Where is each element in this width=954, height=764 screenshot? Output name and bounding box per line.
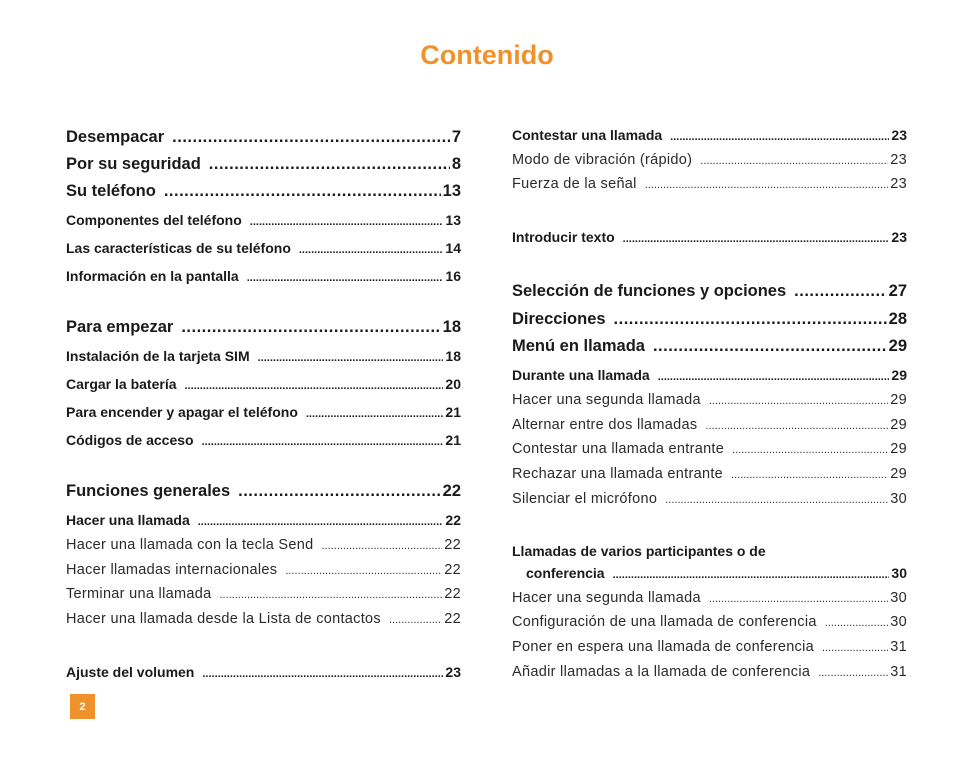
toc-entry-page: 29 [890, 392, 907, 408]
toc-entry-label: Hacer una llamada desde la Lista de contactos [66, 611, 381, 627]
toc-entry-page: 16 [445, 268, 461, 284]
toc-entry-funciones-generales[interactable] [66, 482, 461, 501]
toc-entry-modo-vibracion[interactable] [512, 152, 907, 168]
toc-entry-terminar-llamada[interactable] [66, 586, 461, 602]
toc-entry-informacion-pantalla[interactable] [66, 268, 461, 284]
toc-entry-espera-conferencia[interactable] [512, 639, 907, 655]
toc-entry-page: 23 [890, 176, 907, 192]
toc-entry-page: 23 [445, 664, 461, 680]
toc-entry-page: 22 [444, 611, 461, 627]
toc-entry-label: Introducir texto [512, 229, 615, 245]
toc-entry-page: 29 [890, 441, 907, 457]
toc-entry-introducir-texto[interactable] [512, 229, 907, 245]
toc-entry-componentes[interactable] [66, 212, 461, 228]
toc-entry-lista-contactos[interactable] [66, 611, 461, 627]
toc-entry-page: 23 [891, 127, 907, 143]
toc-entry-page: 21 [445, 432, 461, 448]
toc-right-column [512, 0, 907, 764]
toc-entry-page: 23 [890, 152, 907, 168]
toc-entry-rechazar-entrante[interactable] [512, 466, 907, 482]
toc-entry-page: 23 [891, 229, 907, 245]
toc-entry-segunda-llamada-conferencia[interactable] [512, 590, 907, 606]
toc-entry-contestar-llamada[interactable] [512, 127, 907, 143]
toc-entry-page: 30 [891, 565, 907, 581]
toc-entry-label: Hacer una llamada [66, 512, 190, 528]
toc-entry-para-empezar[interactable] [66, 318, 461, 337]
toc-entry-page: 30 [890, 614, 907, 630]
toc-entry-page: 20 [445, 376, 461, 392]
toc-entry-label: Rechazar una llamada entrante [512, 466, 724, 482]
toc-entry-label: Información en la pantalla [66, 268, 239, 284]
toc-entry-page: 30 [890, 491, 907, 507]
toc-entry-configuracion-conferencia[interactable] [512, 614, 907, 630]
toc-entry-label: Modo de vibración (rápido) [512, 152, 693, 168]
toc-entry-hacer-llamada[interactable] [66, 512, 461, 528]
toc-entry-alternar-llamadas[interactable] [512, 417, 907, 433]
toc-entry-page: 29 [891, 367, 907, 383]
toc-entry-page: 13 [442, 182, 461, 200]
toc-entry-label: Alternar entre dos llamadas [512, 417, 698, 433]
toc-entry-page: 22 [444, 562, 461, 578]
toc-entry-label: Por su seguridad [66, 155, 201, 173]
toc-entry-label: Su teléfono [66, 182, 156, 200]
toc-entry-anadir-llamadas[interactable] [512, 664, 907, 680]
toc-entry-tarjeta-sim[interactable] [66, 348, 461, 364]
toc-entry-label: Instalación de la tarjeta SIM [66, 348, 250, 364]
toc-entry-label: Códigos de acceso [66, 432, 194, 448]
toc-entry-durante-llamada[interactable] [512, 367, 907, 383]
toc-entry-page: 22 [444, 537, 461, 553]
toc-left-column [66, 0, 461, 764]
toc-entry-fuerza-senal[interactable] [512, 176, 907, 192]
toc-entry-page: 29 [890, 417, 907, 433]
toc-entry-seleccion-funciones[interactable] [512, 282, 907, 301]
toc-entry-page: 7 [451, 128, 461, 146]
toc-entry-menu-en-llamada[interactable] [512, 337, 907, 356]
toc-entry-label: Para encender y apagar el teléfono [66, 404, 298, 420]
toc-entry-label: Menú en llamada [512, 337, 645, 355]
toc-entry-label: Para empezar [66, 318, 174, 336]
toc-entry-internacionales[interactable] [66, 562, 461, 578]
toc-entry-label: Añadir llamadas a la llamada de conferencia [512, 664, 811, 680]
toc-entry-label: Hacer una segunda llamada [512, 590, 701, 606]
toc-entry-page: 18 [445, 348, 461, 364]
toc-entry-label: Cargar la batería [66, 376, 177, 392]
toc-entry-label: Hacer una llamada con la tecla Send [66, 537, 314, 553]
toc-entry-page: 14 [445, 240, 461, 256]
toc-entry-label: Contestar una llamada entrante [512, 441, 725, 457]
toc-entry-page: 31 [890, 639, 907, 655]
toc-entry-label: Contestar una llamada [512, 127, 663, 143]
toc-entry-label: Hacer una segunda llamada [512, 392, 701, 408]
toc-entry-page: 27 [888, 282, 907, 300]
toc-entry-por-su-seguridad[interactable] [66, 155, 461, 174]
toc-entry-label: Las características de su teléfono [66, 240, 291, 256]
toc-entry-label: Selección de funciones y opciones [512, 282, 787, 300]
toc-entry-varios-participantes-line1[interactable] [512, 543, 907, 559]
toc-entry-label: Funciones generales [66, 482, 231, 500]
toc-entry-segunda-llamada[interactable] [512, 392, 907, 408]
toc-entry-label: Durante una llamada [512, 367, 650, 383]
toc-entry-page: 8 [451, 155, 461, 173]
toc-entry-cargar-bateria[interactable] [66, 376, 461, 392]
toc-entry-page: 21 [445, 404, 461, 420]
toc-entry-label: Fuerza de la señal [512, 176, 637, 192]
toc-entry-page: 13 [445, 212, 461, 228]
toc-entry-label: Direcciones [512, 310, 606, 328]
page-number-badge: 2 [70, 694, 95, 719]
toc-entry-label: Componentes del teléfono [66, 212, 242, 228]
toc-entry-page: 22 [444, 586, 461, 602]
toc-entry-label: Ajuste del volumen [66, 664, 195, 680]
toc-entry-label: Hacer llamadas internacionales [66, 562, 278, 578]
toc-entry-varios-participantes-line2[interactable] [526, 565, 907, 581]
toc-entry-page: 22 [442, 482, 461, 500]
toc-entry-tecla-send[interactable] [66, 537, 461, 553]
toc-entry-label: Poner en espera una llamada de conferencia [512, 639, 814, 655]
toc-entry-desempacar[interactable] [66, 128, 461, 147]
toc-entry-label: Desempacar [66, 128, 165, 146]
toc-entry-su-telefono[interactable] [66, 182, 461, 201]
toc-entry-caracteristicas[interactable] [66, 240, 461, 256]
toc-entry-silenciar-microfono[interactable] [512, 491, 907, 507]
toc-entry-direcciones[interactable] [512, 310, 907, 329]
toc-entry-label: Llamadas de varios participantes o de [512, 543, 766, 559]
toc-entry-page: 22 [445, 512, 461, 528]
toc-entry-page: 18 [442, 318, 461, 336]
page-title: Contenido [420, 40, 554, 70]
toc-entry-page: 30 [890, 590, 907, 606]
toc-entry-encender-apagar[interactable] [66, 404, 461, 420]
toc-entry-label: Silenciar el micrófono [512, 491, 658, 507]
toc-entry-page: 29 [888, 337, 907, 355]
toc-entry-ajuste-volumen[interactable] [66, 664, 461, 680]
toc-entry-page: 29 [890, 466, 907, 482]
toc-entry-label: Terminar una llamada [66, 586, 212, 602]
toc-entry-page: 31 [890, 664, 907, 680]
toc-entry-label: conferencia [526, 565, 605, 581]
toc-entry-contestar-entrante[interactable] [512, 441, 907, 457]
toc-entry-codigos-acceso[interactable] [66, 432, 461, 448]
toc-entry-label: Configuración de una llamada de conferencia [512, 614, 817, 630]
toc-entry-page: 28 [888, 310, 907, 328]
